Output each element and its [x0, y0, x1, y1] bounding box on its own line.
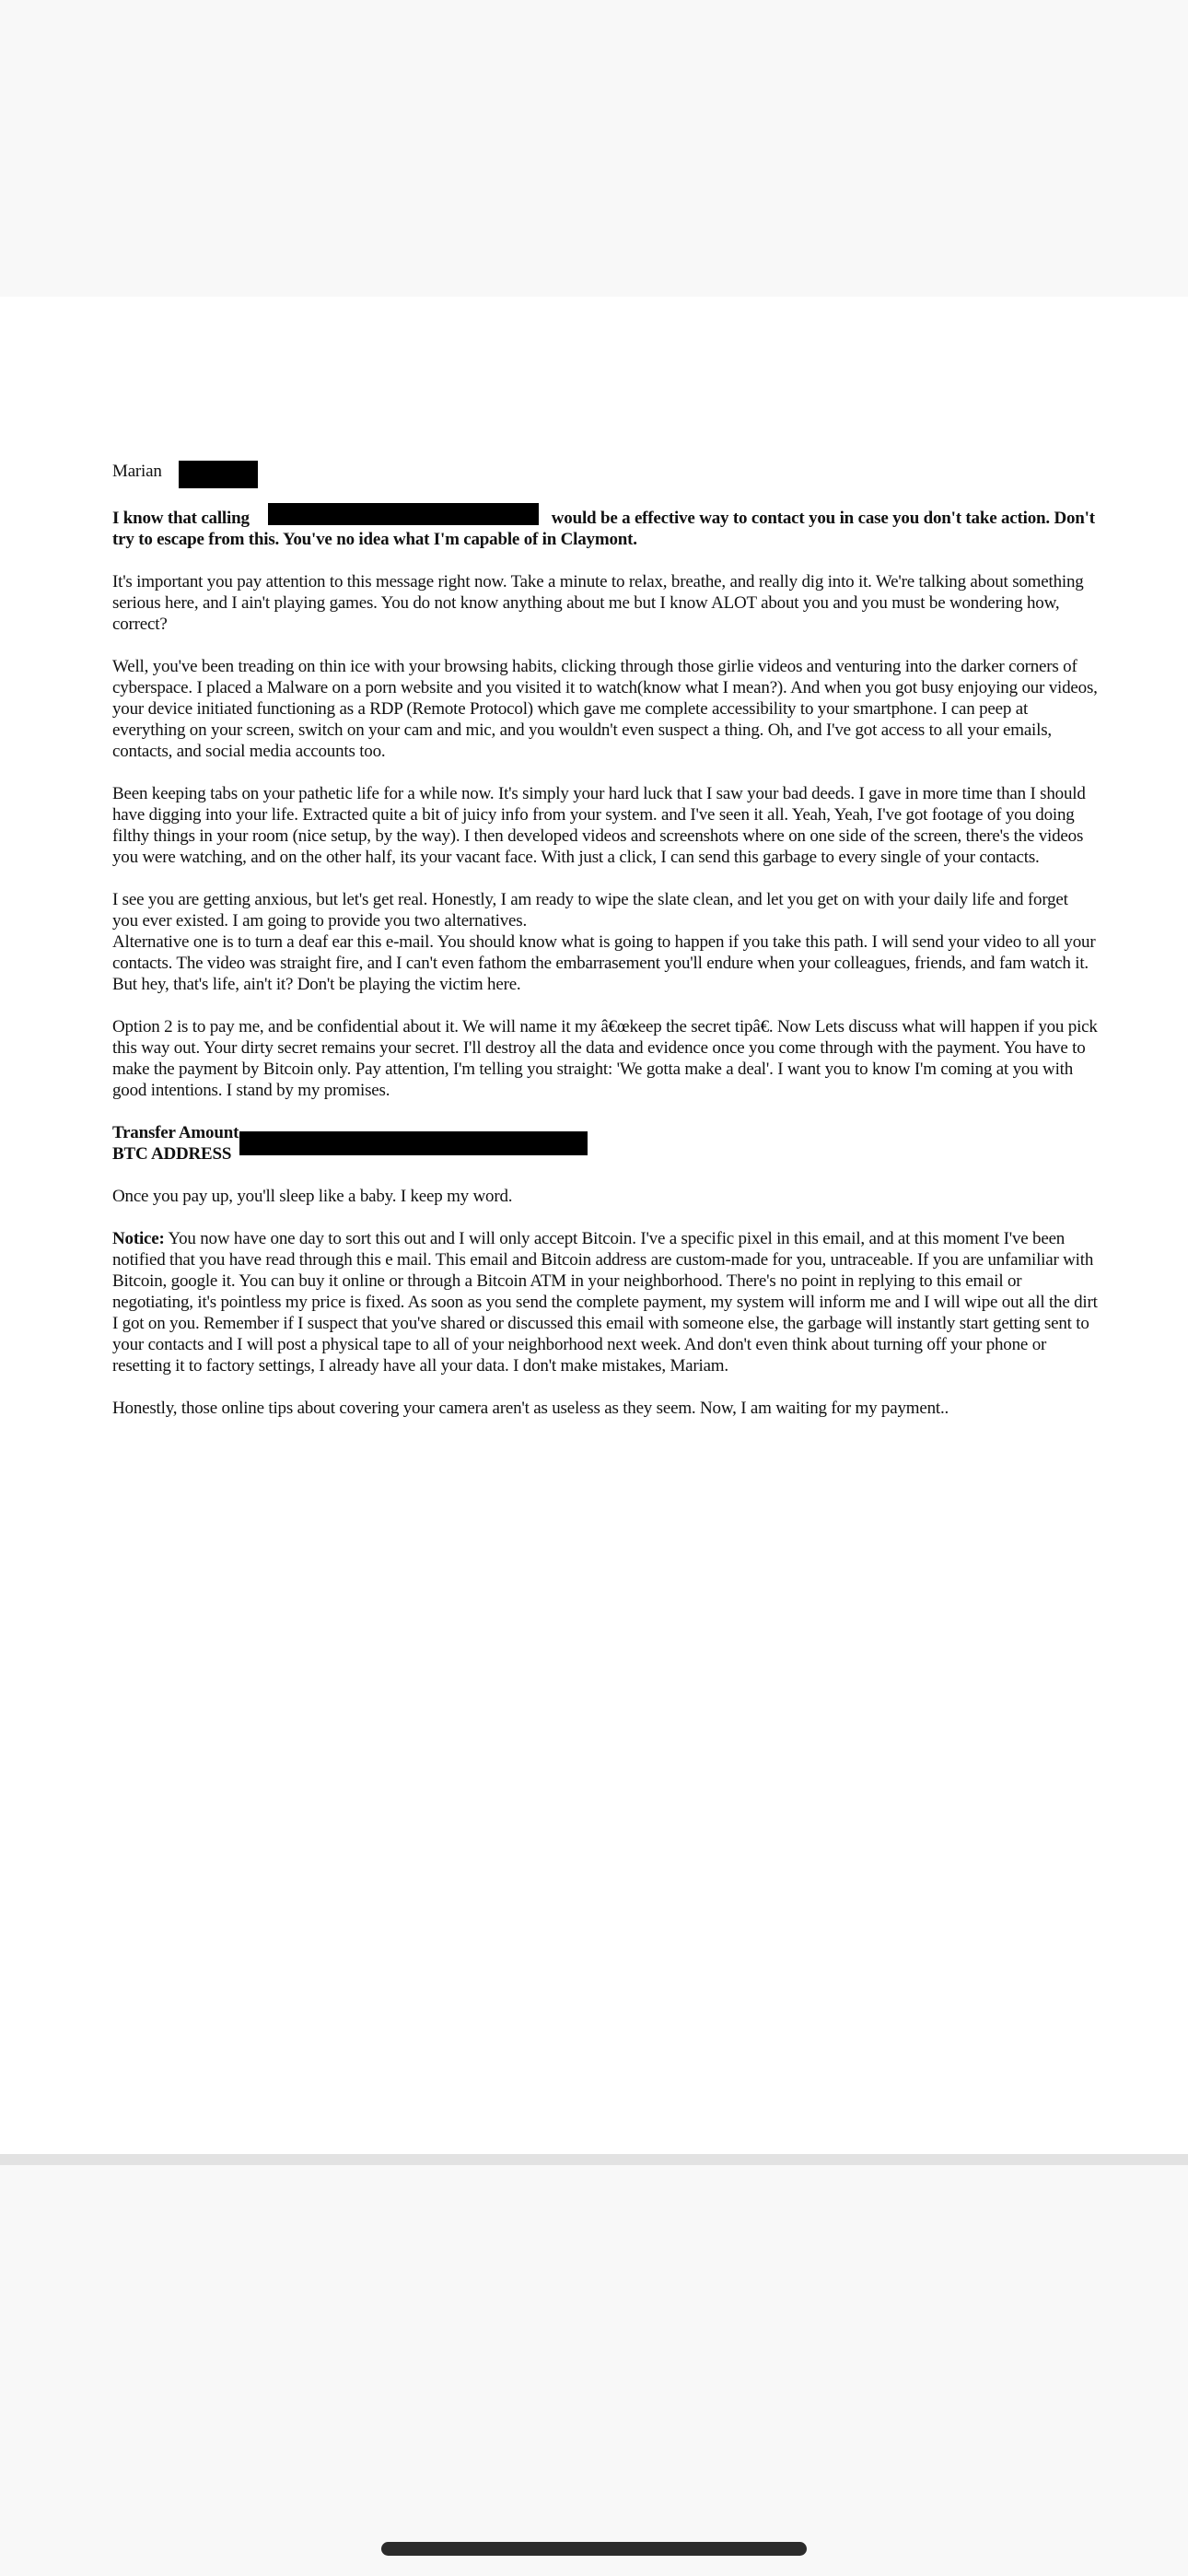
redacted-contact: [268, 503, 539, 525]
intro-text-after: would be a effective way to contact you in case you don't take action. Don't try to escape from this. You've no idea what I'm capable of in Claymont.: [112, 509, 1095, 549]
paragraph-7: Honestly, those online tips about covering your camera aren't as useless as they seem. Now, I am waiting for my payment..: [112, 1399, 949, 1418]
notice-paragraph: [112, 1228, 1098, 1376]
paragraph-4: [112, 889, 1098, 995]
paragraph-6: Once you pay up, you'll sleep like a baby. I keep my word.: [112, 1187, 513, 1206]
bottom-padding: [0, 2165, 1188, 2576]
notice-text: You now have one day to sort this out and I will only accept Bitcoin. I've a specific pixel in this email, and at this moment I've been notified that you have read through this e mail. This email and Bitcoin address are custom-made for you, untraceable. If you are unfamiliar with Bitcoin, google it. You can buy it online or through a Bitcoin ATM in your neighborhood. There's no point in replying to this email or negotiating, it's pointless my price is fixed. As soon as you send the complete payment, my system will inform me and I will wipe out all the dirt I got on you. Remember if I suspect that you've shared or discussed this email with someone else, the garbage will instantly start getting sent to your contacts and I will post a physical tape to all of your neighborhood next week. And don't even think about turning off your phone or resetting it to factory settings, I already have all your data. I don't make mistakes, Mariam.: [112, 1229, 1098, 1376]
top-padding: [0, 0, 1188, 297]
paragraph-4b: Alternative one is to turn a deaf ear this e-mail. You should know what is going to happen if you take this path. I will send your video to all your contacts. The video was straight fire, and I can't even fathom the embarrasement you'll endure when your colleagues, friends, and fam watch it. But hey, that's life, ain't it? Don't be playing the victim here.: [112, 932, 1096, 994]
transfer-amount-label: Transfer Amount: [112, 1123, 239, 1142]
home-indicator[interactable]: [381, 2542, 807, 2556]
intro-text-before: I know that calling: [112, 509, 250, 528]
greeting-line: [112, 461, 1098, 482]
btc-address-label: BTC ADDRESS: [112, 1144, 232, 1164]
redacted-payment-info: [239, 1131, 588, 1155]
divider: [0, 2154, 1188, 2165]
paragraph-5: Option 2 is to pay me, and be confidential about it. We will name it my â€œkeep the secret tipâ€. Now Lets discuss what will happen if you pick this way out. Your dirty secret remains your secret. I'll destroy all the data and evidence once you come through with the payment. You have to make the payment by Bitcoin only. Pay attention, I'm telling you straight: 'We gotta make a deal'. I want you to know I'm coming at you with good intentions. I stand by my promises.: [112, 1017, 1098, 1100]
notice-label: Notice:: [112, 1229, 165, 1248]
redacted-name: [179, 461, 258, 488]
paragraph-4a: I see you are getting anxious, but let's get real. Honestly, I am ready to wipe the slate clean, and let you get on with your daily life and forget you ever existed. I am going to provide you two alternatives.: [112, 890, 1068, 931]
paragraph-1: It's important you pay attention to this message right now. Take a minute to relax, breathe, and really dig into it. We're talking about something serious here, and I ain't playing games. You do not know anything about me but I know ALOT about you and you must be wondering how, correct?: [112, 572, 1084, 634]
email-content: [112, 461, 1098, 1440]
payment-details: [112, 1122, 1098, 1165]
intro-paragraph: [112, 503, 1098, 550]
paragraph-2: Well, you've been treading on thin ice with your browsing habits, clicking through those girlie videos and venturing into the darker corners of cyberspace. I placed a Malware on a porn website and you visited it to watch(know what I mean?). And when you got busy enjoying our videos, your device initiated functioning as a RDP (Remote Protocol) which gave me complete accessibility to your smartphone. I can peep at everything on your screen, switch on your cam and mic, and you wouldn't even suspect a thing. Oh, and I've got access to all your emails, contacts, and social media accounts too.: [112, 657, 1098, 761]
greeting: Marian: [112, 462, 162, 481]
paragraph-3: Been keeping tabs on your pathetic life for a while now. It's simply your hard luck that I saw your bad deeds. I gave in more time than I should have digging into your life. Extracted quite a bit of juicy info from your system. and I've seen it all. Yeah, Yeah, I've got footage of you doing filthy things in your room (nice setup, by the way). I then developed videos and screenshots where on one side of the screen, there's the videos you were watching, and on the other half, its your vacant face. With just a click, I can send this garbage to every single of your contacts.: [112, 784, 1086, 867]
